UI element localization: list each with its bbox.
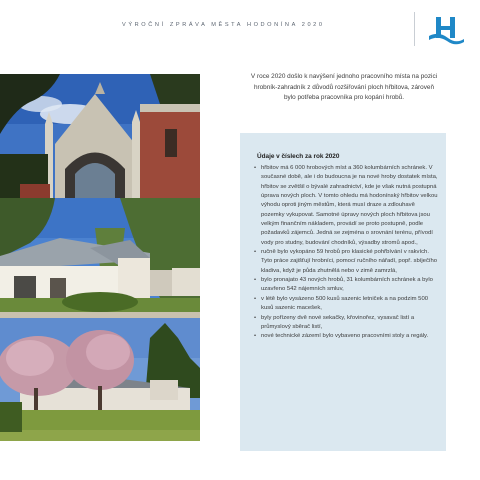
stats-list (253, 164, 439, 342)
stats-list-item: • byly pořízeny dvě nové sekačky, křovinořez, vysavač listí a průmyslový sběrač listí, (253, 314, 439, 333)
report-header-title: VÝROČNÍ ZPRÁVA MĚSTA HODONÍNA 2020 (122, 22, 325, 28)
stats-list-item: • ručně bylo vykopáno 59 hrobů pro klasické pohřbívání v rakvích. Tyto práce zajišťují hrobníci, pomocí ručního nářadí, popř. sbíječího kladiva, když je půda zhutnělá nebo v zimě zamrzlá, (253, 248, 439, 276)
stats-list-item: • v létě bylo vysázeno 500 kusů sazenic letniček a na podzim 500 kusů sazenic macešek, (253, 295, 439, 314)
header-divider (414, 12, 415, 46)
photo-cemetery-chapel (0, 74, 200, 198)
stats-heading: Údaje v číslech za rok 2020 (257, 153, 340, 160)
intro-paragraph: V roce 2020 došlo k navýšení jednoho pracovního místa na pozici hrobník-zahradník z důvodů rozšiřování ploch hřbitova, zároveň bylo potřeba pracovníka pro kopání hrobů. (250, 73, 438, 101)
stats-list-item: • hřbitov má 6 000 hrobových míst a 360 kolumbárních schránek. V současné době, ale i do budoucna je na nové hroby dostatek místa, hřbitov se zvětšil o bývalé zahradnictví, kde je však nutná postupná úprava nových ploch. V tomto ohledu má hodonínský hřbitov velkou výhodu oproti jiným městům, která musí draze a zdlouhavě pozemky vykupovat. Samotné úpravy nových ploch hřbitova jsou velkým finančním nákladem, provádí se proto postupně, podle požadavků zájemců. Jedná se zejména o srovnání terénu, přívodí vody pro studny, budování chodníků, výsadby stromů apod., (253, 164, 439, 248)
photo-blossoming-trees (0, 318, 200, 441)
stats-list-item: • nové technické zázemí bylo vybaveno pracovními stoly a regály. (253, 332, 439, 341)
hodonin-h-logo-icon (427, 14, 465, 46)
stats-list-item: • bylo pronajato 43 nových hrobů, 31 kolumbárních schránek a bylo uzavřeno 542 nájemních smluv, (253, 276, 439, 295)
photo-cemetery-building (0, 198, 200, 318)
